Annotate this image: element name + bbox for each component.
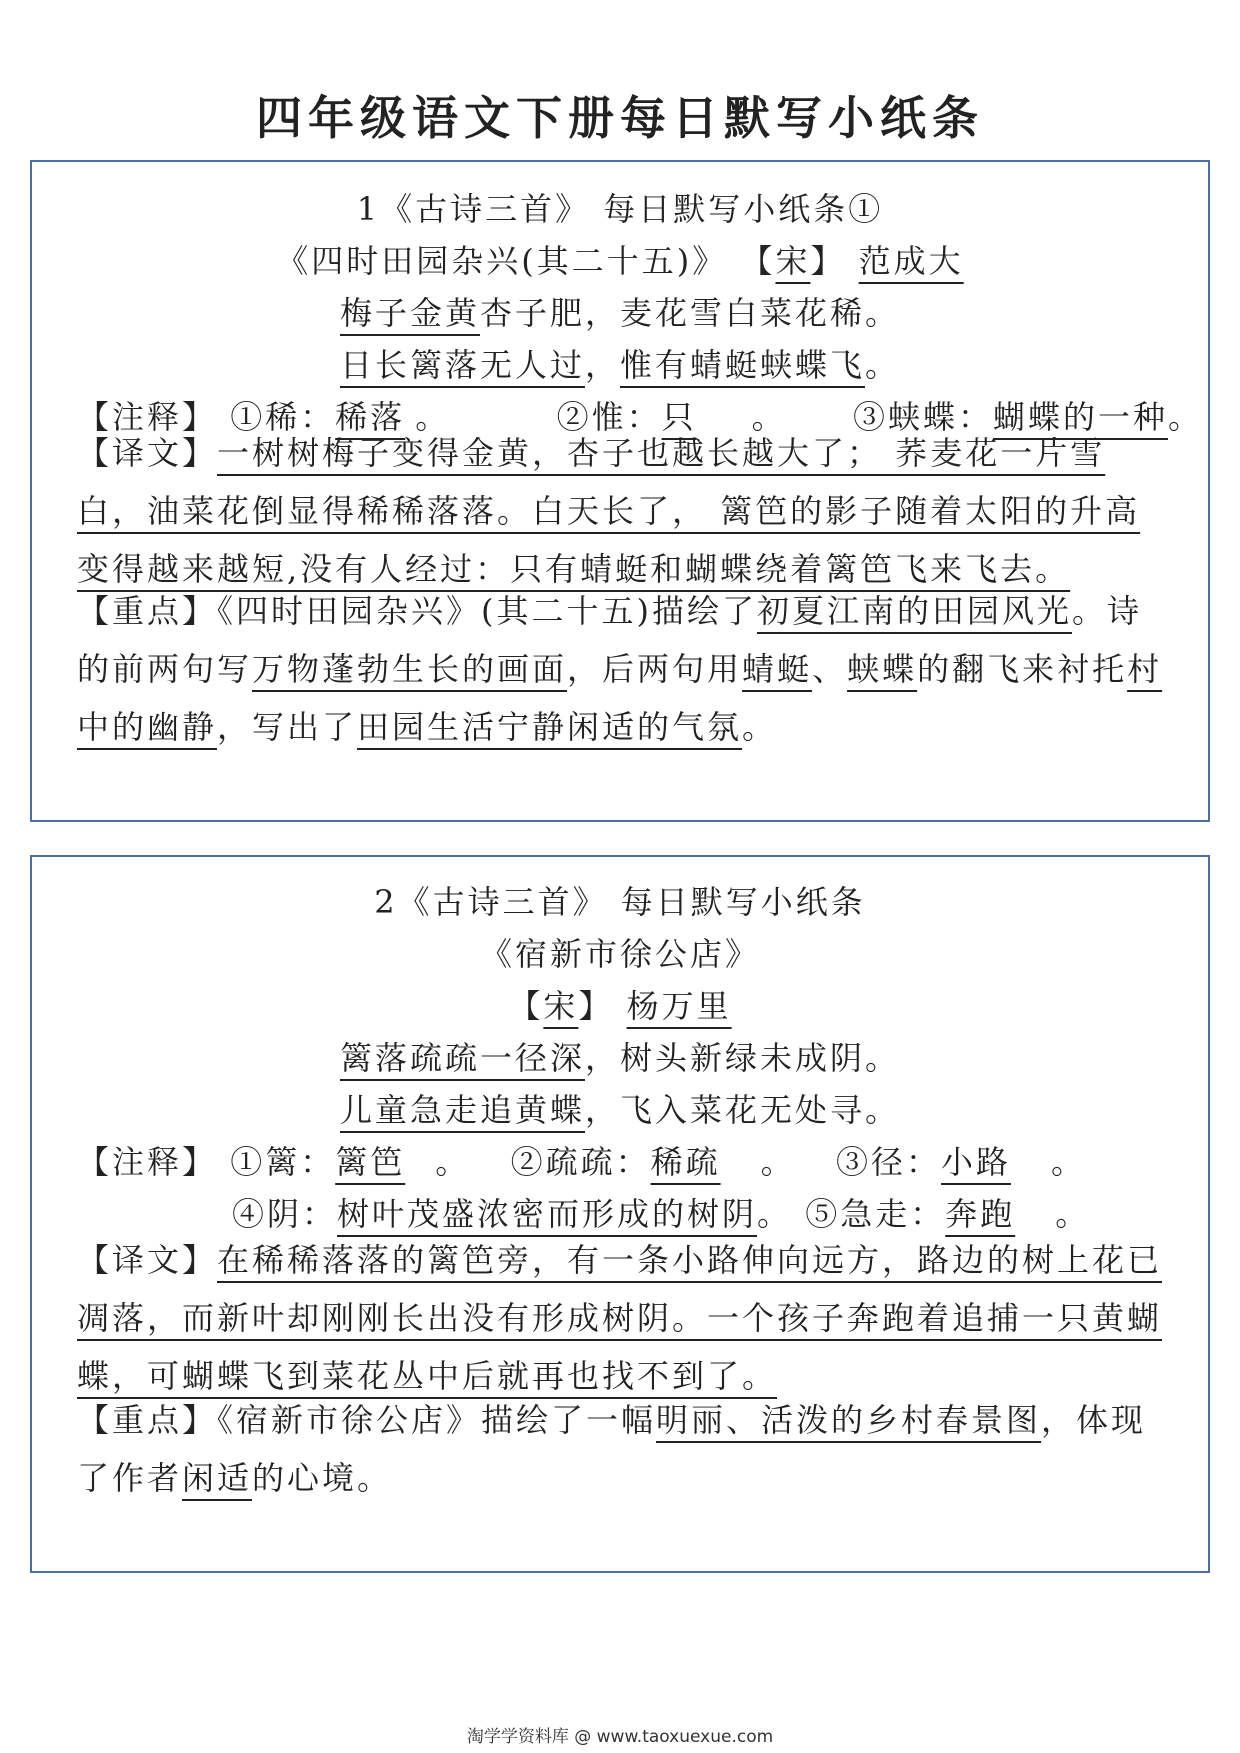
poem-fill: 惟有蜻蜓蛱蝶飞 xyxy=(620,346,866,384)
key-text: 的翻飞来衬托 xyxy=(917,650,1128,688)
key-text: ，后两句用 xyxy=(567,650,743,688)
note-end: 。 xyxy=(1050,1143,1086,1181)
poem-text: 。 xyxy=(865,346,901,384)
note-label: ①篱： xyxy=(230,1143,336,1181)
note-label: ②惟： xyxy=(556,398,662,436)
dictation-card-1 xyxy=(30,160,1210,822)
bracket: 】 xyxy=(578,987,614,1025)
key-fill: 田园生活宁静闲适的气氛 xyxy=(357,708,743,746)
card-heading: 1《古诗三首》 每日默写小纸条① xyxy=(356,190,884,228)
author: 杨万里 xyxy=(626,987,732,1025)
poem-title: 《四时田园杂兴(其二十五)》 xyxy=(276,242,728,280)
note-answer: 稀疏 xyxy=(650,1143,721,1181)
dynasty: 宋 xyxy=(543,987,579,1025)
translation xyxy=(77,1231,1167,1405)
notes-label: 【注释】 xyxy=(77,1143,218,1181)
translation-text: 一树树梅子变得金黄，杏子也越长越大了； 荞麦花一片雪白，油菜花倒显得稀稀落落。白天长了， 篱笆的影子随着太阳的升高变得越来越短,没有人经过：只有蜻蜓和蝴蝶绕着篱笆飞来飞去。 xyxy=(77,434,1141,588)
note-end: 。 xyxy=(1167,398,1203,436)
note-answer: 蝴蝶的一种 xyxy=(992,398,1168,436)
note-answer: 只 xyxy=(661,398,697,436)
note-label: ④阴： xyxy=(232,1195,338,1233)
note-label: ⑤急走： xyxy=(805,1195,946,1233)
key-fill: 蜻蜓 xyxy=(742,650,813,688)
translation-text: 在稀稀落落的篱笆旁，有一条小路伸向远方，路边的树上花已凋落，而新叶却刚刚长出没有形成树阴。一个孩子奔跑着追捕一只黄蝴蝶，可蝴蝶飞到菜花丛中后就再也找不到了。 xyxy=(77,1241,1163,1395)
translation-label: 【译文】 xyxy=(77,434,218,472)
key-text: 《四时田园杂兴》(其二十五)描绘了 xyxy=(217,592,757,630)
key-label: 【重点】 xyxy=(77,1401,218,1439)
key-fill: 闲适 xyxy=(182,1459,253,1497)
note-label: ①稀： xyxy=(230,398,336,436)
bracket: 【 xyxy=(508,987,544,1025)
poem-fill: 梅子金黄 xyxy=(339,294,480,332)
poem-line-2 xyxy=(32,340,1208,386)
author-line xyxy=(32,981,1208,1027)
poem-text: ， xyxy=(584,346,620,384)
key-text: 《宿新市徐公店》描绘了一幅 xyxy=(217,1401,657,1439)
bracket: 【 xyxy=(740,242,776,280)
note-end: 。 xyxy=(435,1143,471,1181)
note-end: 。 xyxy=(757,1195,793,1233)
key-text: 的心境。 xyxy=(252,1459,393,1497)
note-answer: 小路 xyxy=(940,1143,1011,1181)
key-label: 【重点】 xyxy=(77,592,218,630)
note-label: ③蛱蝶： xyxy=(852,398,993,436)
notes-line-2 xyxy=(232,1189,1090,1235)
note-answer: 稀落 xyxy=(335,398,406,436)
poem-text: 杏子肥，麦花雪白菜花稀。 xyxy=(480,294,901,332)
notes-line-1 xyxy=(77,1137,1086,1183)
dictation-card-2 xyxy=(30,855,1210,1573)
key-fill: 初夏江南的田园风光 xyxy=(757,592,1073,630)
key-text: ，体现了作者 xyxy=(77,1401,1147,1497)
note-end: 。 xyxy=(415,398,451,436)
note-answer: 篱笆 xyxy=(335,1143,406,1181)
translation-label: 【译文】 xyxy=(77,1241,218,1279)
poem-text: ，飞入菜花无处寻。 xyxy=(585,1091,901,1129)
bracket: 】 xyxy=(810,242,846,280)
key-fill: 蛱蝶 xyxy=(847,650,918,688)
poem-line-2 xyxy=(32,1085,1208,1131)
author: 范成大 xyxy=(858,242,964,280)
note-answer: 树叶茂盛浓密而形成的树阴 xyxy=(337,1195,758,1233)
key-text: 、 xyxy=(812,650,848,688)
poem-fill: 篱落疏疏一径深 xyxy=(339,1039,585,1077)
page-title: 四年级语文下册每日默写小纸条 xyxy=(256,91,984,145)
poem-title-line xyxy=(32,236,1208,282)
note-label: ③径： xyxy=(835,1143,941,1181)
key-fill: 明丽、活泼的乡村春景图 xyxy=(656,1401,1042,1439)
key-points xyxy=(77,1391,1167,1507)
key-text: 。 xyxy=(742,708,778,746)
poem-fill: 日长篱落无人过 xyxy=(339,346,585,384)
key-text: ，写出了 xyxy=(217,708,358,746)
note-end: 。 xyxy=(760,1143,796,1181)
notes-label: 【注释】 xyxy=(77,398,218,436)
key-text: 。诗的前两句写 xyxy=(77,592,1143,688)
note-end: 。 xyxy=(751,398,787,436)
footer-watermark: 淘学学资料库 @ www.taoxuexue.com xyxy=(466,1727,774,1747)
poem-text: ，树头新绿未成阴。 xyxy=(585,1039,901,1077)
translation xyxy=(77,424,1167,598)
key-fill: 村中的幽静 xyxy=(77,650,1163,746)
note-label: ②疏疏： xyxy=(510,1143,651,1181)
dynasty: 宋 xyxy=(775,242,811,280)
card-heading: 2《古诗三首》 每日默写小纸条 xyxy=(374,883,866,921)
poem-fill: 儿童急走追黄蝶 xyxy=(339,1091,585,1129)
note-end: 。 xyxy=(1055,1195,1091,1233)
poem-title: 《宿新市徐公店》 xyxy=(479,935,760,973)
key-fill: 万物蓬勃生长的画面 xyxy=(252,650,568,688)
key-points xyxy=(77,582,1167,756)
note-answer: 奔跑 xyxy=(945,1195,1016,1233)
poem-line-1 xyxy=(32,288,1208,334)
poem-line-1 xyxy=(32,1033,1208,1079)
